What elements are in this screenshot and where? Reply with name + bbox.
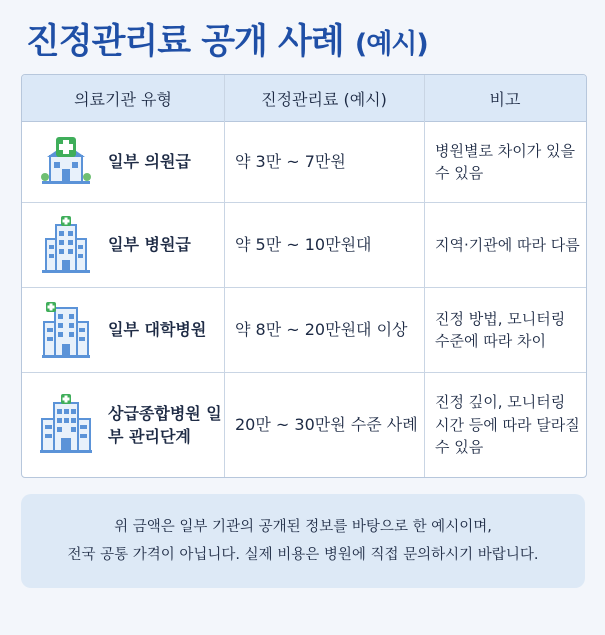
type-cell: [22, 122, 224, 202]
page-title-sub: (예시): [354, 29, 428, 60]
column-divider: [424, 75, 425, 477]
cost-cell: 약 8만 ~ 20만원대 이상: [235, 320, 408, 340]
table-header-row: [22, 75, 586, 122]
note-cell: 병원별로 차이가 있을 수 있음: [435, 141, 575, 182]
cost-cell: 약 3만 ~ 7만원: [235, 152, 346, 172]
note-cell: 진정 방법, 모니터링 수준에 따라 차이: [435, 309, 566, 350]
column-divider: [224, 75, 225, 477]
note-cell: 지역·기관에 따라 다름: [435, 235, 580, 254]
table-row: [22, 288, 586, 373]
cost-cell: 20만 ~ 30만원 수준 사례: [235, 415, 418, 435]
table-row: [22, 373, 586, 477]
notice-line-2: 전국 공통 가격이 아닙니다. 실제 비용은 병원에 직접 문의하시기 바랍니다.: [67, 547, 539, 563]
tertiary-hospital-icon: [38, 393, 94, 455]
type-cell: [22, 203, 224, 287]
type-label: 일부 의원급: [108, 152, 191, 172]
page-title: [26, 14, 428, 64]
header-type: 의료기관 유형: [74, 89, 172, 109]
cost-cell: 약 5만 ~ 10만원대: [235, 235, 372, 255]
university-hospital-icon: [38, 300, 94, 360]
type-label: 일부 대학병원: [108, 320, 207, 340]
type-cell: [22, 288, 224, 372]
header-cost: 진정관리료 (예시): [261, 89, 387, 109]
table-row: [22, 203, 586, 288]
table-row: [22, 122, 586, 203]
type-label: 일부 병원급: [108, 235, 191, 255]
header-note: 비고: [489, 89, 521, 109]
note-cell: 진정 깊이, 모니터링 시간 등에 따라 달라질 수 있음: [435, 393, 580, 457]
cost-table: [21, 74, 587, 478]
clinic-icon: [38, 134, 94, 190]
type-cell: [22, 373, 224, 477]
notice-box: [21, 494, 585, 588]
page-title-main: 진정관리료 공개 사례: [26, 22, 344, 62]
type-label: 상급종합병원 일부 관리단계: [108, 403, 222, 446]
notice-line-1: 위 금액은 일부 기관의 공개된 정보를 바탕으로 한 예시이며,: [114, 518, 492, 535]
hospital-icon: [38, 215, 94, 275]
